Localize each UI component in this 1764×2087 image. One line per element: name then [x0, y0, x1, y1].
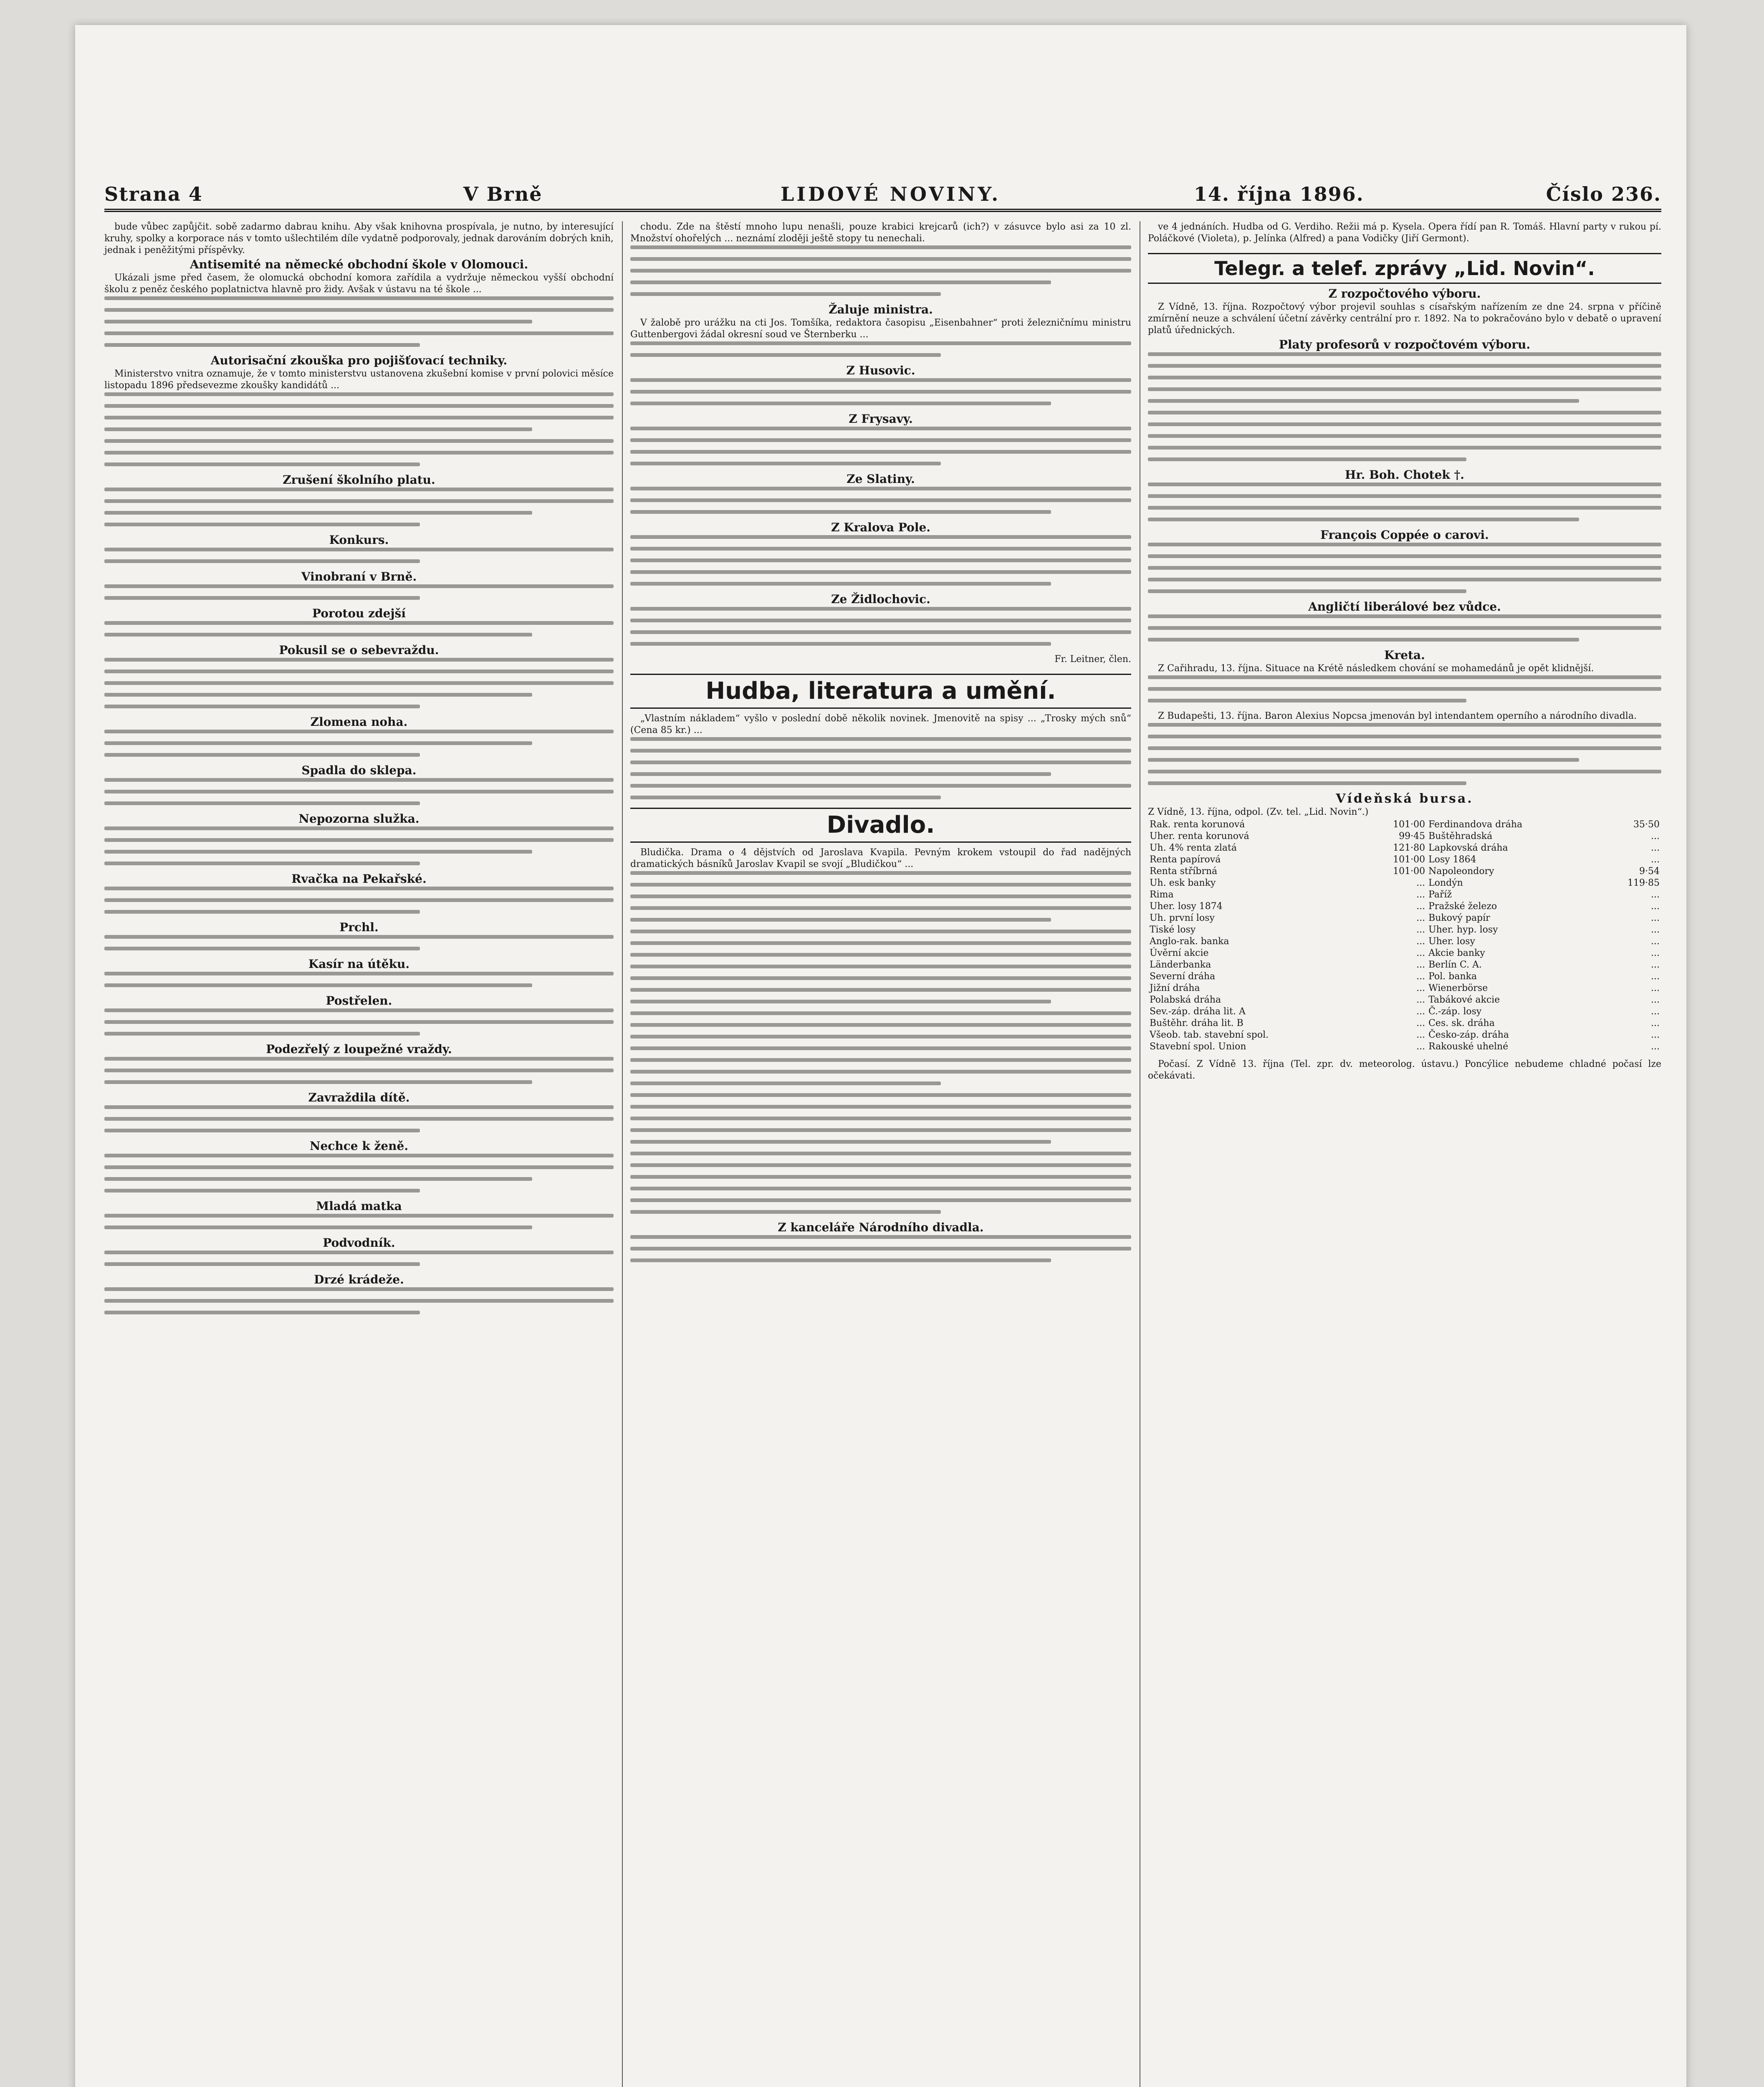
- article-text-block: [1148, 723, 1661, 785]
- stock-name: Napoleondory: [1428, 866, 1494, 877]
- stock-name: Berlín C. A.: [1428, 960, 1482, 970]
- stock-value: ...: [1651, 948, 1660, 958]
- article-text-block: [1148, 483, 1661, 521]
- column-divider: [622, 221, 623, 2087]
- stock-name: Polabská dráha: [1150, 995, 1221, 1005]
- stock-value: ...: [1416, 925, 1425, 935]
- article-heading: Nepozorna služka.: [298, 812, 420, 826]
- stock-value: ...: [1651, 995, 1660, 1005]
- stock-name: Uher. losy: [1428, 936, 1475, 947]
- stock-value: ...: [1416, 1041, 1425, 1052]
- stock-name: Bukový papír: [1428, 913, 1490, 923]
- stock-value: ...: [1416, 878, 1425, 888]
- article-heading: Angličtí liberálové bez vůdce.: [1308, 600, 1501, 614]
- article-text: chodu. Zde na štěstí mnoho lupu nenašli, pouze krabici krejcarů (ich?) v zásuvce bylo asi za 10 zl. Množství ohořelých ... neznámí zloději ještě stopy tu nenechali.: [630, 222, 1131, 244]
- stock-value: 101·00: [1393, 854, 1425, 865]
- article-text-block: [104, 1214, 614, 1229]
- article-text-block: [104, 1008, 614, 1036]
- article-heading: Platy profesorů v rozpočtovém výboru.: [1279, 338, 1531, 351]
- article-heading: Antisemité na německé obchodní škole v Olomouci.: [190, 258, 528, 271]
- stock-name: Rak. renta korunová: [1150, 819, 1245, 830]
- article-heading: Pokusil se o sebevraždu.: [279, 643, 439, 657]
- stock-value: ...: [1651, 854, 1660, 865]
- article-text: Ukázali jsme před časem, že olomucká obchodní komora zařídila a vydržuje německou vyšší obchodní školu z peněz českého poplatnictva hlavně pro židy. Avšak v ústavu na té škole ...: [104, 273, 614, 295]
- article-heading: Autorisační zkouška pro pojišťovací techniky.: [210, 354, 508, 367]
- stock-name: Buštěhradská: [1428, 831, 1493, 841]
- article-heading: Porotou zdejší: [312, 606, 406, 620]
- stock-name: Länderbanka: [1150, 960, 1211, 970]
- article-text: Bludička. Drama o 4 dějstvích od Jaroslava Kvapila. Pevným krokem vstoupil do řad nadějných dramatických básníků Jaroslav Kvapil se svojí „Bludičkou“ ...: [630, 847, 1131, 869]
- article-text-block: [104, 296, 614, 347]
- stock-exchange-table: [1148, 819, 1661, 1053]
- article-heading: Z Husovic.: [846, 364, 915, 377]
- stock-value: ...: [1416, 995, 1425, 1005]
- article-text: „Vlastním nákladem“ vyšlo v poslední době několik novinek. Jmenovitě na spisy ... „Trosky mých snů“ (Cena 85 kr.) ...: [630, 713, 1131, 735]
- column-1: [104, 221, 614, 1322]
- stock-value: ...: [1416, 901, 1425, 912]
- stock-value: ...: [1651, 1030, 1660, 1040]
- article-heading: Žaluje ministra.: [829, 303, 933, 316]
- article-text-block: [104, 778, 614, 805]
- stock-name: Akcie banky: [1428, 948, 1485, 958]
- article-signature: Fr. Leitner, člen.: [1054, 654, 1131, 665]
- article-text-block: [104, 584, 614, 600]
- section-heading-music: Hudba, literatura a umění.: [630, 674, 1131, 709]
- issue-number: Číslo 236.: [1546, 183, 1661, 205]
- stock-value: ...: [1416, 889, 1425, 900]
- stock-name: Č.-záp. losy: [1428, 1006, 1482, 1017]
- stock-name: Ferdinandova dráha: [1428, 819, 1523, 830]
- stock-value: ...: [1416, 960, 1425, 970]
- stock-name: Lapkovská dráha: [1428, 843, 1508, 853]
- article-text-block: [104, 621, 614, 637]
- article-heading: Ze Židlochovic.: [831, 592, 930, 606]
- section-heading-telegrams: Telegr. a telef. zprávy „Lid. Novin“.: [1148, 253, 1661, 284]
- article-heading: François Coppée o carovi.: [1320, 528, 1489, 542]
- stock-name: Pol. banka: [1428, 971, 1477, 982]
- stock-value: ...: [1651, 1018, 1660, 1028]
- article-heading: Drzé krádeže.: [314, 1273, 404, 1286]
- stock-name: Pražské železo: [1428, 901, 1497, 912]
- stock-value: ...: [1651, 960, 1660, 970]
- article-text-block: [104, 392, 614, 466]
- article-heading: Podvodník.: [323, 1236, 395, 1250]
- stock-name: Rima: [1150, 889, 1174, 900]
- stock-value: ...: [1651, 936, 1660, 947]
- stock-value: ...: [1651, 913, 1660, 923]
- article-text-block: [630, 737, 1131, 799]
- stock-exchange-subline: Z Vídně, 13. října, odpol. (Zv. tel. „Lid. Novin“.): [1148, 807, 1369, 817]
- article-heading: Z Kralova Pole.: [831, 520, 931, 534]
- stock-name: Anglo-rak. banka: [1150, 936, 1229, 947]
- article-text-block: [630, 1235, 1131, 1262]
- article-heading: Rvačka na Pekařské.: [291, 872, 427, 886]
- stock-name: Uher. hyp. losy: [1428, 925, 1498, 935]
- article-heading: Kreta.: [1384, 648, 1425, 662]
- article-text: bude vůbec zapůjčit. sobě zadarmo dabrau knihu. Aby však knihovna prospívala, je nutno, by interesující kruhy, spolky a korporace nás v tomto ušlechtilém díle vydatně podporovaly, jednak darováním dobrých knih, jednak i peněžitými příspěvky.: [104, 222, 614, 255]
- article-text-block: [630, 341, 1131, 357]
- article-text-block: [104, 1251, 614, 1266]
- article-text-block: [630, 378, 1131, 405]
- stock-row: [1148, 983, 1661, 994]
- article-text-block: [104, 488, 614, 526]
- stock-row: [1148, 866, 1661, 877]
- article-heading: Nechce k ženě.: [309, 1139, 409, 1153]
- weather-report: Počasí. Z Vídně 13. října (Tel. zpr. dv. meteorolog. ústavu.) Poncýlice nebudeme chladné počasí lze očekávati.: [1148, 1059, 1661, 1081]
- column-3: [1148, 221, 1661, 1083]
- stock-value: ...: [1416, 1030, 1425, 1040]
- stock-row: [1148, 854, 1661, 866]
- stock-value: ...: [1651, 925, 1660, 935]
- stock-exchange-heading: Vídeňská bursa.: [1336, 791, 1473, 806]
- stock-row: [1148, 831, 1661, 842]
- article-text-block: [630, 245, 1131, 296]
- stock-name: Jižní dráha: [1150, 983, 1200, 993]
- stock-name: Londýn: [1428, 878, 1463, 888]
- stock-name: Severní dráha: [1150, 971, 1216, 982]
- article-heading: Mladá matka: [316, 1199, 402, 1213]
- stock-value: 121·80: [1393, 843, 1425, 853]
- article-text: Z Vídně, 13. října. Rozpočtový výbor projevil souhlas s císařským nařízením ze dne 24. srpna v příčině zmírnění neuze a schválení účetní závěrky centrální pro r. 1892. Na to pokračováno bylo v debatě o upravení platů úřednických.: [1148, 302, 1661, 336]
- article-heading: Z rozpočtového výboru.: [1328, 287, 1481, 301]
- stock-name: Uh. esk banky: [1150, 878, 1216, 888]
- stock-row: [1148, 819, 1661, 831]
- article-text-block: [104, 548, 614, 563]
- stock-name: Buštěhr. dráha lit. B: [1150, 1018, 1243, 1028]
- stock-name: Paříž: [1428, 889, 1452, 900]
- article-heading: Ze Slatiny.: [847, 472, 915, 486]
- stock-row: [1148, 924, 1661, 936]
- stock-value: ...: [1416, 948, 1425, 958]
- article-heading: Zavraždila dítě.: [308, 1091, 410, 1104]
- article-text: Ministerstvo vnitra oznamuje, že v tomto ministerstvu ustanovena zkušební komise v první polovici měsíce listopadu 1896 předsevezme zkoušky kandidátů ...: [104, 369, 614, 391]
- stock-name: Sev.-záp. dráha lit. A: [1150, 1006, 1246, 1017]
- article-text-block: [104, 1154, 614, 1193]
- stock-name: Uher. renta korunová: [1150, 831, 1249, 841]
- page-header: [104, 179, 1661, 212]
- article-heading: Kasír na útěku.: [308, 957, 410, 971]
- article-heading: Z Frysavy.: [849, 412, 913, 426]
- article-text-block: [630, 607, 1131, 646]
- article-heading: Z kanceláře Národního divadla.: [778, 1220, 984, 1234]
- article-text: Z Budapešti, 13. října. Baron Alexius Nopcsa jmenován byl intendantem operního a národního divadla.: [1158, 711, 1637, 721]
- article-heading: Podezřelý z loupežné vraždy.: [266, 1042, 452, 1056]
- article-heading: Prchl.: [339, 920, 379, 934]
- stock-row: [1148, 889, 1661, 901]
- stock-row: [1148, 901, 1661, 912]
- stock-value: ...: [1651, 1041, 1660, 1052]
- stock-row: [1148, 1006, 1661, 1018]
- article-text-block: [104, 1287, 614, 1314]
- stock-value: 119·85: [1628, 878, 1660, 888]
- article-text-block: [104, 1105, 614, 1132]
- stock-row: [1148, 994, 1661, 1006]
- stock-value: 9·54: [1639, 866, 1660, 877]
- stock-name: Všeob. tab. stavební spol.: [1150, 1030, 1269, 1040]
- article-text-block: [104, 730, 614, 757]
- article-heading: Vinobraní v Brně.: [301, 570, 417, 584]
- article-text: V žalobě pro urážku na cti Jos. Tomšíka, redaktora časopisu „Eisenbahner“ proti železničnímu ministru Guttenbergovi žádal okresní soud ve Šternberku ...: [630, 318, 1131, 340]
- stock-name: Rakouské uhelné: [1428, 1041, 1509, 1052]
- stock-name: Wienerbörse: [1428, 983, 1488, 993]
- article-heading: Spadla do sklepa.: [301, 763, 417, 777]
- stock-row: [1148, 912, 1661, 924]
- stock-name: Uh. 4% renta zlatá: [1150, 843, 1237, 853]
- article-text-block: [104, 972, 614, 987]
- article-heading: Zlomena noha.: [310, 715, 408, 729]
- stock-name: Stavební spol. Union: [1150, 1041, 1246, 1052]
- stock-name: Losy 1864: [1428, 854, 1476, 865]
- stock-value: ...: [1651, 901, 1660, 912]
- article-text-block: [1148, 614, 1661, 642]
- stock-name: Renta papírová: [1150, 854, 1221, 865]
- article-text-block: [104, 826, 614, 865]
- article-text-block: [1148, 352, 1661, 461]
- stock-value: ...: [1651, 971, 1660, 982]
- article-text-block: [630, 535, 1131, 586]
- article-text-block: [1148, 543, 1661, 593]
- stock-row: [1148, 842, 1661, 854]
- stock-row: [1148, 877, 1661, 889]
- article-heading: Zrušení školního platu.: [283, 473, 435, 487]
- stock-name: Tiské losy: [1150, 925, 1196, 935]
- stock-value: ...: [1651, 1006, 1660, 1017]
- stock-row: [1148, 971, 1661, 983]
- stock-row: [1148, 947, 1661, 959]
- stock-name: Uher. losy 1874: [1150, 901, 1223, 912]
- stock-name: Uh. první losy: [1150, 913, 1215, 923]
- article-heading: Postřelen.: [326, 994, 392, 1008]
- article-text: ve 4 jednáních. Hudba od G. Verdiho. Režii má p. Kysela. Opera řídí pan R. Tomáš. Hlavní party v rukou pí. Poláčkové (Violeta), p. Jelínka (Alfred) a pana Vodičky (Jiří Germont).: [1148, 222, 1661, 244]
- article-text-block: [104, 1057, 614, 1084]
- stock-name: Renta stříbrná: [1150, 866, 1218, 877]
- stock-value: ...: [1416, 1006, 1425, 1017]
- stock-value: ...: [1651, 831, 1660, 841]
- stock-value: ...: [1416, 913, 1425, 923]
- stock-value: 35·50: [1633, 819, 1660, 830]
- article-text-block: [630, 871, 1131, 1214]
- article-heading: Hr. Boh. Chotek †.: [1345, 468, 1464, 482]
- section-heading-theatre: Divadlo.: [630, 808, 1131, 843]
- article-text-block: [104, 887, 614, 914]
- page-number: Strana 4: [104, 183, 203, 205]
- stock-value: 101·00: [1393, 819, 1425, 830]
- stock-row: [1148, 1018, 1661, 1029]
- stock-name: Česko-záp. dráha: [1428, 1030, 1509, 1040]
- stock-value: ...: [1416, 936, 1425, 947]
- stock-value: ...: [1416, 983, 1425, 993]
- stock-value: 101·00: [1393, 866, 1425, 877]
- article-text: Z Cařihradu, 13. října. Situace na Krétě následkem chování se mohamedánů je opět klidnější.: [1158, 663, 1594, 674]
- article-text-block: [1148, 675, 1661, 702]
- newspaper-page: [75, 25, 1686, 2087]
- stock-row: [1148, 1029, 1661, 1041]
- issue-date: 14. října 1896.: [1194, 183, 1364, 205]
- stock-value: ...: [1416, 1018, 1425, 1028]
- article-text-block: [104, 935, 614, 950]
- stock-row: [1148, 936, 1661, 947]
- stock-value: ...: [1416, 971, 1425, 982]
- article-text-block: [630, 427, 1131, 465]
- stock-row: [1148, 1041, 1661, 1053]
- stock-row: [1148, 959, 1661, 971]
- article-text-block: [104, 658, 614, 708]
- masthead-title: LIDOVÉ NOVINY.: [781, 183, 1001, 205]
- stock-name: Úvěrní akcie: [1150, 948, 1209, 958]
- place-line: V Brně: [463, 183, 543, 205]
- stock-name: Tabákové akcie: [1428, 995, 1500, 1005]
- column-2: [630, 221, 1131, 1270]
- stock-value: ...: [1651, 983, 1660, 993]
- stock-value: ...: [1651, 889, 1660, 900]
- stock-value: ...: [1651, 843, 1660, 853]
- stock-name: Ces. sk. dráha: [1428, 1018, 1495, 1028]
- stock-value: 99·45: [1399, 831, 1425, 841]
- article-heading: Konkurs.: [329, 533, 389, 547]
- article-text-block: [630, 487, 1131, 514]
